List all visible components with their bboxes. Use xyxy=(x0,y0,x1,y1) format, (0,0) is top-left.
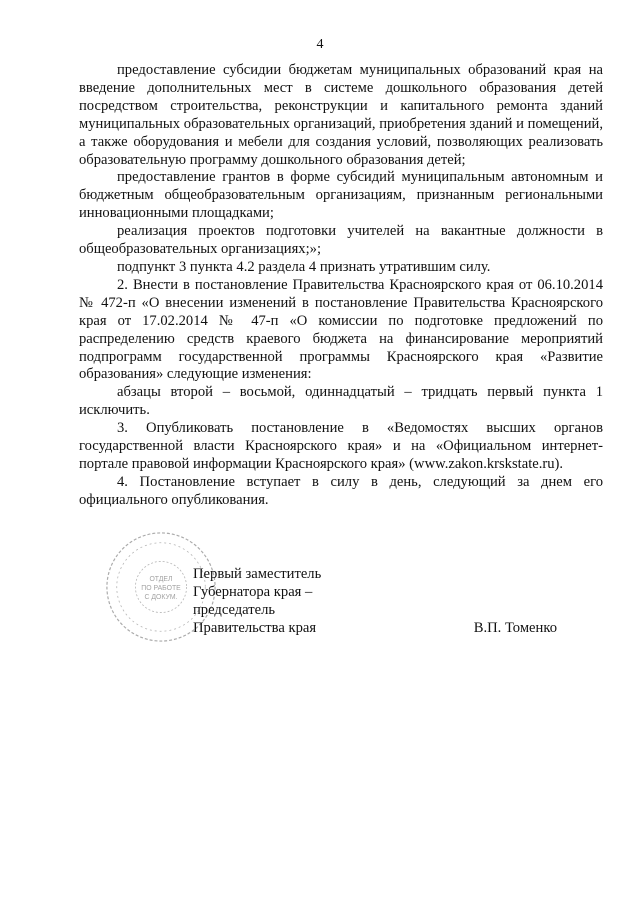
paragraph-grants: предоставление грантов в форме субсидий муниципальным автономным и бюджетным общеобразовательным организациям, признанным региональными инновационными площадками; xyxy=(79,169,603,222)
signature-title-2: Губернатора края – xyxy=(193,583,313,600)
paragraph-teachers: реализация проектов подготовки учителей на вакантные должности в общеобразовательных организациях;»; xyxy=(79,223,603,258)
signature-title-4: Правительства края xyxy=(193,619,317,636)
signature-title-3: председатель xyxy=(193,601,276,618)
signatory-name: В.П. Томенко xyxy=(473,619,557,636)
paragraph-subsidy: предоставление субсидии бюджетам муниципальных образований края на введение дополнительных мест в системе дошкольного образования детей посредством строительства, реконструкции и капитального ремонта зданий муниципальных образовательных организаций, приобретения зданий и помещений, а также оборудования и мебели для создания условий, позволяющих реализовать образовательную программу дошкольного образования детей; xyxy=(79,62,603,168)
page-number: 4 xyxy=(316,37,324,52)
stamp-text-2: ПО РАБОТЕ xyxy=(141,584,181,592)
paragraph-item-4: 4. Постановление вступает в силу в день, следующий за днем его официального опубликования. xyxy=(79,473,603,508)
signature-block xyxy=(193,566,613,638)
paragraph-subclause: подпункт 3 пункта 4.2 раздела 4 признать утратившим силу. xyxy=(117,258,491,275)
paragraph-item-3: 3. Опубликовать постановление в «Ведомостях высших органов государственной власти Красноярского края» и на «Официальном интернет-портале правовой информации Красноярского края» (www.zakon.krskstate.ru). xyxy=(79,420,603,472)
document-body xyxy=(79,62,603,510)
stamp-text-3: С ДОКУМ. xyxy=(144,593,178,601)
paragraph-exclude: абзацы второй – восьмой, одиннадцатый – тридцать первый пункта 1 исключить. xyxy=(79,384,603,419)
signature-title-1: Первый заместитель xyxy=(193,566,322,582)
paragraph-item-2: 2. Внести в постановление Правительства Красноярского края от 06.10.2014 № 472-п «О внесении изменений в постановление Правительства Красноярского края от 17.02.2014 № 47-п «О комиссии по подготовке предложений по распределению средств краевого бюджета на финансирование мероприятий подпрограмм государственной программы Красноярского края «Развитие образования» следующие изменения: xyxy=(79,276,603,383)
stamp-text-1: ОТДЕЛ xyxy=(149,576,173,584)
signature-row xyxy=(193,620,557,638)
